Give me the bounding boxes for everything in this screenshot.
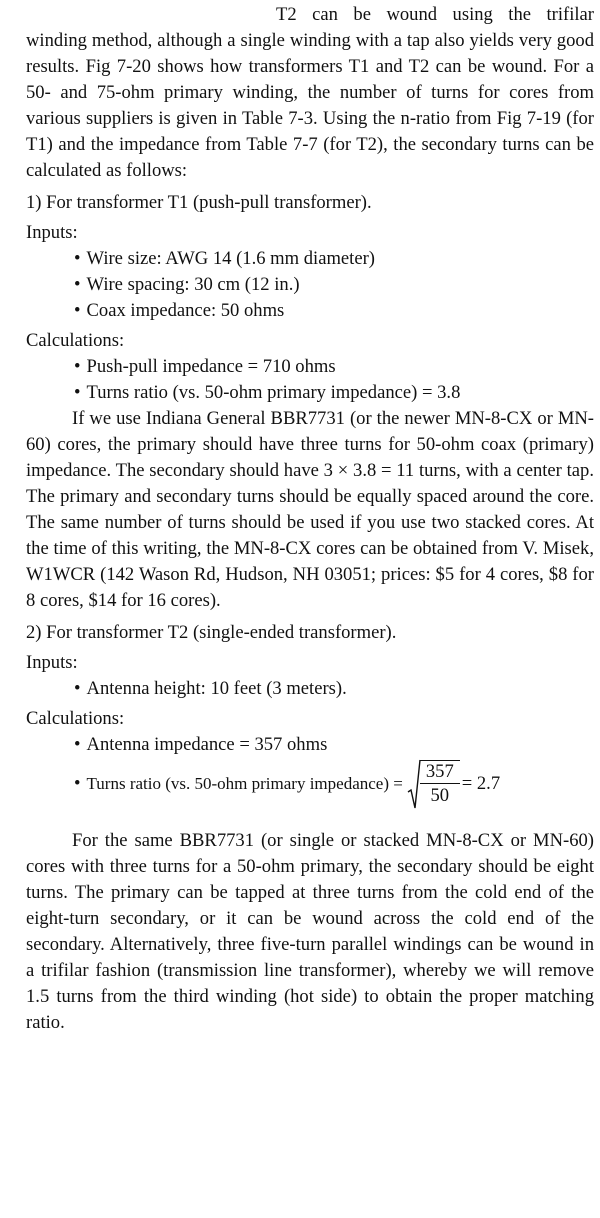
t1-inputs-label: Inputs: xyxy=(26,222,78,243)
formula-label: • Turns ratio (vs. 50-ohm primary impedance) = xyxy=(86,774,403,793)
t2-calc-label: Calculations: xyxy=(26,708,125,729)
list-item-formula xyxy=(74,758,594,810)
t1-paragraph: If we use Indiana General BBR7731 (or the newer MN-8-CX or MN-60) cores, the primary should have three turns for 50-ohm coax (primary) impedance. The secondary should have 3 × 3.8 = 11 turns, with a center tap. The primary and secondary turns should be equally spaced around the core. The same number of turns should be used if you use two stacked cores. At the time of this writing, the MN-8-CX cores can be obtained from V. Misek, W1WCR (142 Wason Rd, Hudson, NH 03051; prices: $5 for 4 cores, $8 for 8 cores, $14 for 16 cores). xyxy=(26,408,594,611)
list-item: • Wire size: AWG 14 (1.6 mm diameter) xyxy=(74,246,594,272)
t2-inputs-list xyxy=(26,676,594,702)
formula-result: = 2.7 xyxy=(461,773,501,794)
square-root-icon xyxy=(407,758,421,810)
spacer xyxy=(26,810,594,828)
intro-paragraph: T2 can be wound using the trifilar winding method, although a single winding with a tap also yields very good results. Fig 7-20 shows how transformers T1 and T2 can be wound. For a 50- and 75-ohm primary winding, the number of turns for cores from various suppliers is given in Table 7-3. Using the n-ratio from Fig 7-19 (for T1) and the impedance from Table 7-7 (for T2), the secondary turns can be calculated as follows: xyxy=(26,4,594,181)
t1-heading: 1) For transformer T1 (push-pull transformer). xyxy=(26,192,372,213)
t1-calc-label: Calculations: xyxy=(26,330,125,351)
list-item: • Antenna height: 10 feet (3 meters). xyxy=(74,676,594,702)
t1-inputs-list xyxy=(26,246,594,324)
t1-calc-list xyxy=(26,354,594,406)
fraction-denominator: 50 xyxy=(430,785,450,806)
sqrt-formula xyxy=(407,758,500,810)
t2-heading: 2) For transformer T2 (single-ended transformer). xyxy=(26,622,397,643)
list-item: • Antenna impedance = 357 ohms xyxy=(74,732,594,758)
fraction-numerator: 357 xyxy=(420,761,460,784)
t2-calc-list xyxy=(26,732,594,810)
page-body xyxy=(26,2,594,1036)
t2-inputs-label: Inputs: xyxy=(26,652,78,673)
final-paragraph: For the same BBR7731 (or single or stacked MN-8-CX or MN-60) cores with three turns for a 50-ohm primary, the secondary should be eight turns. The primary can be tapped at three turns from the cold end of the eight-turn secondary, or it can be wound across the cold end of the secondary. Alternatively, three five-turn parallel windings can be wound in a trifilar fashion (transmission line transformer), whereby we will remove 1.5 turns from the third winding (hot side) to obtain the proper matching ratio. xyxy=(26,830,594,1033)
list-item: • Coax impedance: 50 ohms xyxy=(74,298,594,324)
list-item: • Push-pull impedance = 710 ohms xyxy=(74,354,594,380)
list-item: • Wire spacing: 30 cm (12 in.) xyxy=(74,272,594,298)
list-item: • Turns ratio (vs. 50-ohm primary impedance) = 3.8 xyxy=(74,380,594,406)
